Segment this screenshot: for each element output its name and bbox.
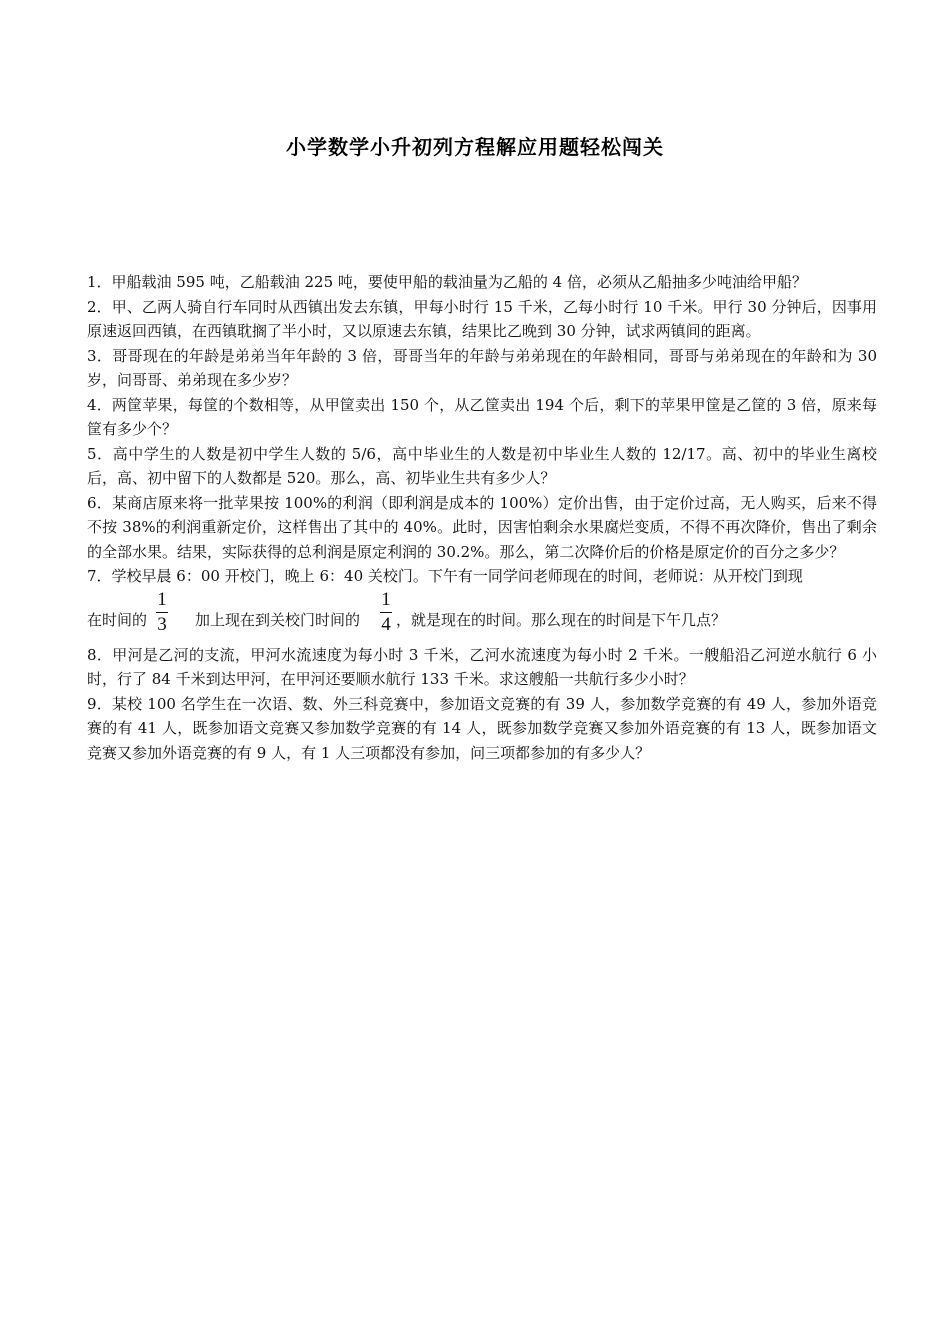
question-2: 2．甲、乙两人骑自行车同时从西镇出发去东镇，甲每小时行 15 千米，乙每小时行 10 千米。甲行 30 分钟后，因事用原速返回西镇，在西镇耽搁了半小时，又以原速去东镇，结果比乙晚到 30 分钟，试求两镇间的距离。: [87, 297, 877, 340]
question-6: 6．某商店原来将一批苹果按 100%的利润（即利润是成本的 100%）定价出售，由于定价过高，无人购买，后来不得不按 38%的利润重新定价，这样售出了其中的 40%。此时，因害怕剩余水果腐烂变质，不得不再次降价，售出了剩余的全部水果。结果，实际获得的总利润是原定利润的 30.2%。那么，第二次降价后的价格是原定价的百分之多少？: [87, 493, 877, 561]
question-4: 4．两筐苹果，每筐的个数相等，从甲筐卖出 150 个，从乙筐卖出 194 个后，剩下的苹果甲筐是乙筐的 3 倍，原来每筐有多少个？: [87, 395, 877, 438]
question-7-line1: 7．学校早晨 6：00 开校门，晚上 6：40 关校门。下午有一同学问老师现在的时间，老师说：从开校门到现: [87, 567, 803, 585]
question-8: 8．甲河是乙河的支流，甲河水流速度为每小时 3 千米，乙河水流速度为每小时 2 千米。一艘船沿乙河逆水航行 6 小时，行了 84 千米到达甲河，在甲河还要顺水航行 133 千米。求这艘船一共航行多少小时？: [87, 645, 877, 688]
fraction-one-fourth: [379, 589, 393, 636]
question-7-part-c: ，就是现在的时间。那么现在的时间是下午几点？: [396, 611, 727, 629]
question-1: 1．甲船载油 595 吨，乙船载油 225 吨，要使甲船的载油量为乙船的 4 倍，必须从乙船抽多少吨油给甲船？: [87, 273, 807, 291]
question-7-part-a: 在时间的: [87, 611, 148, 629]
fraction-bar: [156, 612, 168, 613]
fraction-bar: [380, 612, 392, 613]
fraction-one-third-numerator: 1: [157, 588, 167, 610]
question-5: 5．高中学生的人数是初中学生人数的 5/6，高中毕业生的人数是初中毕业生人数的 12/17。高、初中的毕业生离校后，高、初中留下的人数都是 520。那么，高、初毕业生共有多少人？: [87, 444, 877, 487]
fraction-one-third-denominator: 3: [157, 613, 167, 635]
page-title: 小学数学小升初列方程解应用题轻松闯关: [286, 135, 664, 159]
question-list: [87, 270, 877, 765]
question-9: 9．某校 100 名学生在一次语、数、外三科竞赛中，参加语文竞赛的有 39 人，参加数学竞赛的有 49 人，参加外语竞赛的有 41 人，既参加语文竞赛又参加数学竞赛的有 14 人，既参加数学竞赛又参加外语竞赛的有 13 人，既参加语文竞赛又参加外语竞赛的有 9 人，有 1 人三项都没有参加，问三项都参加的有多少人？: [87, 694, 877, 762]
fraction-one-fourth-denominator: 4: [381, 613, 391, 635]
fraction-one-fourth-numerator: 1: [381, 588, 391, 610]
question-7-line2: [87, 589, 877, 633]
fraction-one-third: [155, 589, 169, 636]
question-7: [87, 564, 877, 633]
question-7-part-b: 加上现在到关校门时间的: [195, 611, 361, 629]
question-3: 3．哥哥现在的年龄是弟弟当年年龄的 3 倍，哥哥当年的年龄与弟弟现在的年龄相同，哥哥与弟弟现在的年龄和为 30 岁，问哥哥、弟弟现在多少岁？: [87, 346, 877, 389]
